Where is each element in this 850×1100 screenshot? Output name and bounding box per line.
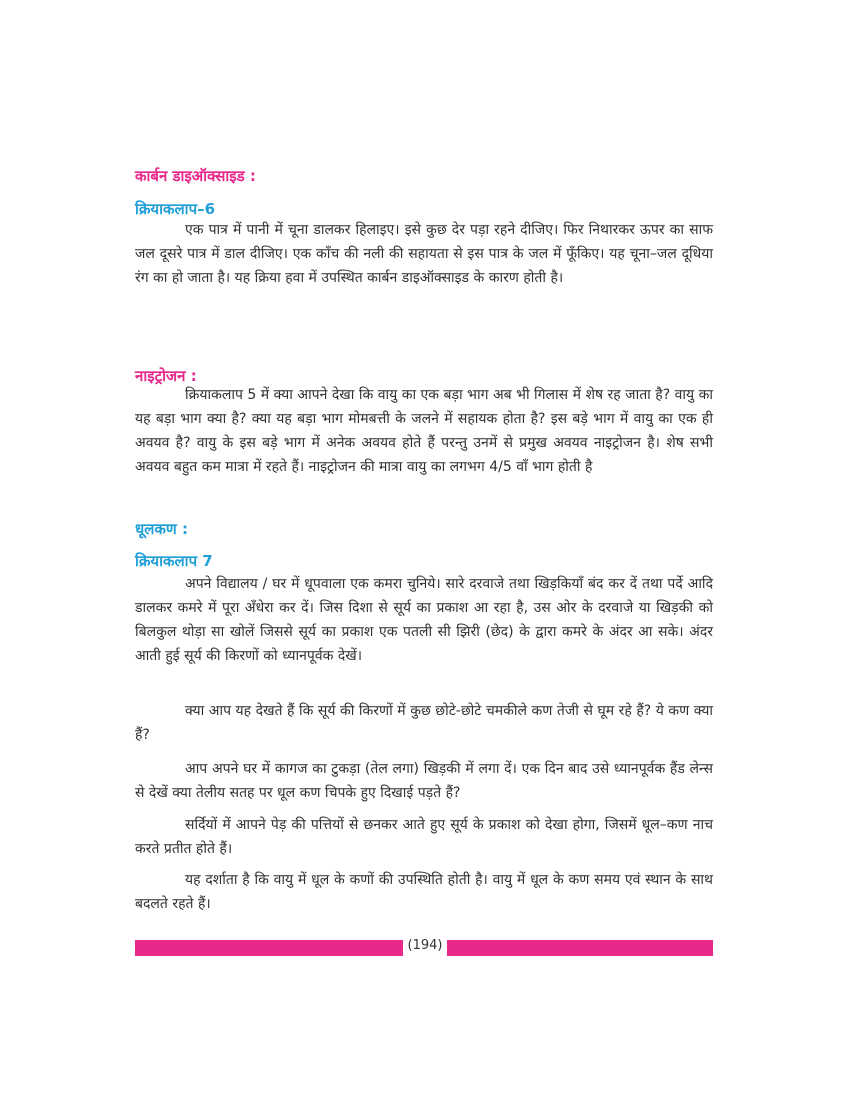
footer-bar-left [135,940,403,956]
activity-heading-6: क्रियाकलाप–6 [135,200,216,218]
paragraph-dust-winter: सर्दियों में आपने पेड़ की पत्तियों से छनकर आते हुए सूर्य के प्रकाश को देखा होगा, जिसमें धूल–कण नाच करते प्रतीत होते हैं। [135,817,713,857]
section-heading-dust-particles: धूलकण : [135,520,188,538]
paragraph-nitrogen: क्रियाकलाप 5 में क्या आपने देखा कि वायु का एक बड़ा भाग अब भी गिलास में शेष रह जाता है? वायु का यह बड़ा भाग क्या है? क्या यह बड़ा भाग मोमबत्ती के जलने में सहायक होता है? इस बड़े भाग में वायु का एक ही अवयव है? वायु के इस बड़े भाग में अनेक अवयव होते हैं परन्तु उनमें से प्रमुख अवयव नाइट्रोजन है। शेष सभी अवयव बहुत कम मात्रा में रहते हैं। नाइट्रोजन की मात्रा वायु का लगभग 4/5 वाँ भाग होती है [135,387,713,475]
section-heading-nitrogen: नाइट्रोजन : [135,367,197,385]
section-heading-carbon-dioxide: कार्बन डाइऑक्साइड : [135,167,256,185]
paragraph-dust-question: क्या आप यह देखते हैं कि सूर्य की किरणों में कुछ छोटे-छोटे चमकीले कण तेजी से घूम रहे हैं? ये कण क्या हैं? [135,703,713,743]
footer-bar-right [447,940,713,956]
paragraph-dust-paper: आप अपने घर में कागज का टुकड़ा (तेल लगा) खिड़की में लगा दें। एक दिन बाद उसे ध्यानपूर्वक हैंड लेन्स से देखें क्या तेलीय सतह पर धूल कण चिपके हुए दिखाई पड़ते हैं? [135,761,713,801]
paragraph-carbon-dioxide: एक पात्र में पानी में चूना डालकर हिलाइए। इसे कुछ देर पड़ा रहने दीजिए। फिर निथारकर ऊपर का साफ जल दूसरे पात्र में डाल दीजिए। एक काँच की नली की सहायता से इस पात्र के जल में फूँकिए। यह चूना–जल दूधिया रंग का हो जाता है। यह क्रिया हवा में उपस्थित कार्बन डाइऑक्साइड के कारण होती है। [135,222,713,286]
page-number: (194) [407,938,443,953]
activity-heading-7: क्रियाकलाप 7 [135,552,213,570]
paragraph-dust-conclusion: यह दर्शाता है कि वायु में धूल के कणों की उपस्थिति होती है। वायु में धूल के कण समय एवं स्थान के साथ बदलते रहते हैं। [135,872,713,912]
paragraph-dust-activity: अपने विद्यालय / घर में धूपवाला एक कमरा चुनिये। सारे दरवाजे तथा खिड़कियाँ बंद कर दें तथा पर्दे आदि डालकर कमरे में पूरा अँधेरा कर दें। जिस दिशा से सूर्य का प्रकाश आ रहा है, उस ओर के दरवाजे या खिड़की को बिलकुल थोड़ा सा खोलें जिससे सूर्य का प्रकाश एक पतली सी झिरी (छेद) के द्वारा कमरे के अंदर आ सके। अंदर आती हुई सूर्य की किरणों को ध्यानपूर्वक देखें। [135,576,713,664]
